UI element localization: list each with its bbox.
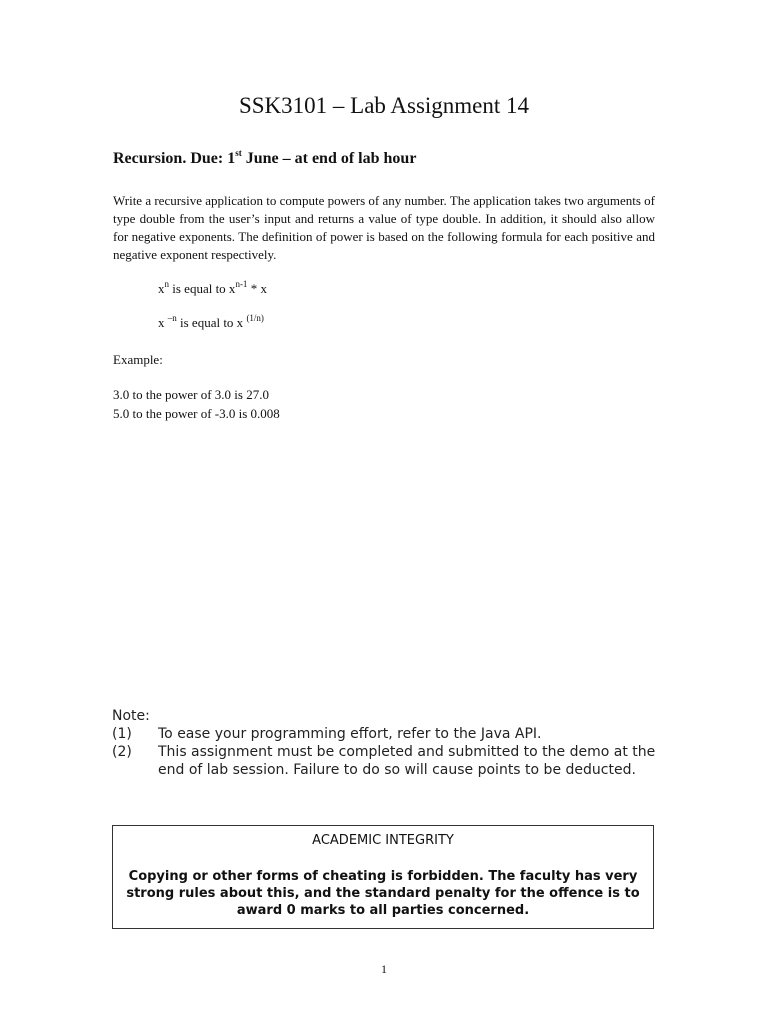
note-item bbox=[112, 743, 672, 779]
subtitle-end: June – at end of lab hour bbox=[241, 150, 417, 167]
formula-negative bbox=[158, 312, 264, 331]
note-number: (1) bbox=[112, 726, 132, 742]
example-label: Example: bbox=[113, 352, 163, 367]
note-text: To ease your programming effort, refer to the Java API. bbox=[158, 726, 542, 742]
formula2-base: x bbox=[158, 315, 168, 330]
note-item bbox=[112, 725, 672, 743]
page-title: SSK3101 – Lab Assignment 14 bbox=[238, 93, 530, 118]
formula1-exp1: n bbox=[164, 278, 169, 289]
notes-label: Note: bbox=[112, 708, 150, 724]
integrity-title: ACADEMIC INTEGRITY bbox=[312, 833, 454, 848]
integrity-body: Copying or other forms of cheating is forbidden. The faculty has very strong rules about this, and the standard penalty for the offence is to award 0 marks to all parties concerned. bbox=[126, 869, 640, 918]
formula2-exp1: –n bbox=[167, 312, 177, 323]
example-line: 5.0 to the power of -3.0 is 0.008 bbox=[113, 406, 280, 421]
formula1-middle: is equal to x bbox=[169, 281, 236, 296]
formula1-base: x bbox=[158, 281, 165, 296]
notes-section bbox=[112, 707, 672, 779]
note-number: (2) bbox=[112, 744, 132, 760]
formula2-exp2: (1/n) bbox=[246, 312, 264, 323]
formula1-exp2: n-1 bbox=[235, 278, 248, 289]
example-line: 3.0 to the power of 3.0 is 27.0 bbox=[113, 387, 269, 402]
instructions-paragraph: Write a recursive application to compute powers of any number. The application takes two arguments of type double from the user’s input and returns a value of type double. In addition, it should also allow for negative exponents. The definition of power is based on the following formula for each positive and negative exponent respectively. bbox=[113, 193, 655, 262]
page-number: 1 bbox=[381, 962, 387, 976]
formula-positive bbox=[158, 278, 267, 297]
subtitle-ordinal: st bbox=[235, 147, 242, 158]
formula1-tail: * x bbox=[247, 281, 267, 296]
note-text: This assignment must be completed and submitted to the demo at the end of lab session. Failure to do so will cause points to be deducted. bbox=[158, 744, 656, 778]
formula2-middle: is equal to x bbox=[176, 315, 247, 330]
subtitle-start: Recursion. Due: 1 bbox=[113, 150, 236, 167]
academic-integrity-box bbox=[112, 825, 654, 929]
assignment-subtitle bbox=[113, 147, 417, 168]
